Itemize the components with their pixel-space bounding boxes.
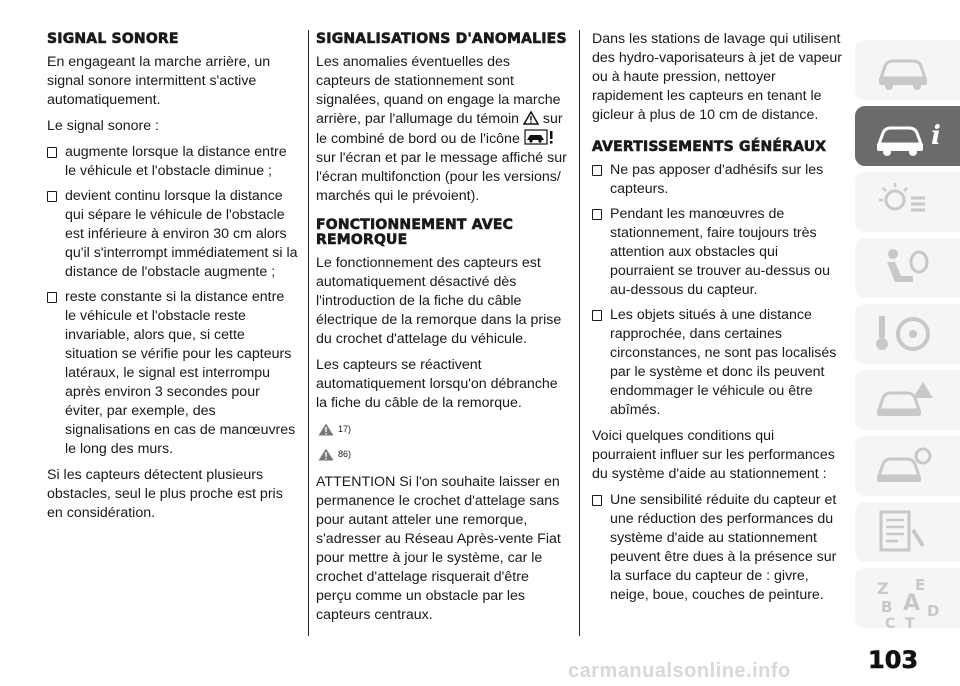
column-2 [316,30,568,632]
warning-ref: 86) [318,445,568,464]
tab-car-service[interactable] [855,436,960,496]
paragraph: Les anomalies éventuelles des capteurs de stationnement sont signalées, quand on engage la marche arrière, par l'allumage du témoin sur le combiné de bord ou de l'icône sur l'écran et par le message affiché sur l'écran multifonction (pour les versions/ marchés qui le prévoient). [316,54,567,204]
car-service-icon [875,444,935,488]
checkbox-bullet-icon [47,191,57,202]
svg-text:i: i [931,121,941,151]
dashboard-lights-icon [875,180,935,224]
bullet-list [592,161,842,420]
car-warning-icon [875,378,935,422]
warning-triangle-icon [318,448,334,461]
list-item: Pendant les manœuvres de stationnement, faire toujours très attention aux obstacles qui pourraient se trouver au-dessus ou au-dessous du capteur. [592,205,842,300]
page-number: 103 [868,646,919,674]
watermark: carmanualsonline.info [568,660,791,682]
heading-avertissements: AVERTISSEMENTS GÉNÉRAUX [592,139,827,155]
tab-spec-list[interactable] [855,502,960,562]
heading-signal-sonore: SIGNAL SONORE [47,31,179,47]
list-item: reste constante si la distance entre le véhicule et l'obstacle reste invariable, alors que, si cette situation se vérifie pour les capteurs latéraux, le signal est interrompu après environ 3 secondes pour éviter, par exemple, des signalisations en cas de manœuvres le long des murs. [47,288,299,459]
column-1 [47,30,299,530]
car-info-icon [875,114,945,158]
list-item: augmente lorsque la distance entre le véhicule et l'obstacle diminue ; [47,143,299,181]
spec-list-icon [875,510,935,554]
tab-alphabet-index[interactable] [855,568,960,628]
column-divider [308,30,309,636]
svg-text:B: B [881,598,893,616]
paragraph: Le signal sonore : [47,118,159,134]
warning-triangle-icon [523,111,539,125]
svg-text:A: A [903,591,921,616]
tab-car-info[interactable] [855,106,960,166]
paragraph: Voici quelques conditions qui pourraient influer sur les performances du système d'aide au stationnement : [592,428,835,482]
checkbox-bullet-icon [47,147,57,158]
column-divider [579,30,580,636]
warning-ref: 17) [318,420,568,439]
paragraph: Si les capteurs détectent plusieurs obstacles, seul le plus proche est pris en considération. [47,467,283,521]
checkbox-bullet-icon [592,495,602,506]
checkbox-bullet-icon [592,209,602,220]
column-3 [592,30,842,612]
tab-car-warning[interactable] [855,370,960,430]
heading-fonctionnement-remorque: FONCTIONNEMENT AVEC REMORQUE [316,217,514,248]
warning-triangle-icon [318,423,334,436]
parking-sensor-fault-icon [524,129,556,145]
steering-key-icon [875,312,935,356]
tab-dashboard-lights[interactable] [855,172,960,232]
tab-car[interactable] [855,40,960,100]
svg-text:T: T [905,616,915,628]
list-item: devient continu lorsque la distance qui sépare le véhicule de l'obstacle est inférieure à environ 30 cm alors qu'il s'interrompt immédiatement si la distance de l'obstacle augmente ; [47,187,299,282]
tab-steering-key[interactable] [855,304,960,364]
paragraph: Les capteurs se réactivent automatiquement lorsqu'on débranche la fiche du câble de la remorque. [316,357,558,411]
checkbox-bullet-icon [47,292,57,303]
seat-airbag-icon [875,246,935,290]
tab-seat-airbag[interactable] [855,238,960,298]
paragraph: ATTENTION Si l'on souhaite laisser en permanence le crochet d'attelage sans pour autant atteler une remorque, s'adresser au Réseau Après-vente Fiat pour mettre à jour le système, car le crochet d'attelage risquerait d'être perçu comme un obstacle par les capteurs centraux. [316,474,561,623]
heading-signalisations: SIGNALISATIONS D'ANOMALIES [316,31,567,47]
svg-text:C: C [885,616,896,628]
checkbox-bullet-icon [592,165,602,176]
list-item: Les objets situés à une distance rapprochée, dans certaines circonstances, ne sont pas localisés par le système et donc ils peuvent endommager le véhicule ou être abîmés. [592,306,842,420]
checkbox-bullet-icon [592,310,602,321]
car-icon [875,48,931,92]
paragraph: Le fonctionnement des capteurs est automatiquement désactivé dès l'introduction de la fiche du câble électrique de la remorque dans la prise du crochet d'attelage du véhicule. [316,255,562,347]
svg-text:D: D [927,602,940,620]
chapter-tabs [855,40,960,636]
list-item: Une sensibilité réduite du capteur et une réduction des performances du système d'aide au stationnement peuvent être dues à la présence sur la surface du capteur de : givre, neige, boue, couches de peinture. [592,491,842,605]
bullet-list [47,143,299,459]
svg-text:E: E [915,576,926,594]
paragraph: Dans les stations de lavage qui utilisent des hydro-vaporisateurs à jet de vapeur ou à haute pression, nettoyer rapidement les capteurs en tenant le gicleur à plus de 10 cm de distance. [592,31,842,123]
bullet-list [592,491,842,605]
list-item: Ne pas apposer d'adhésifs sur les capteurs. [592,161,842,199]
alphabet-index-icon [875,576,945,628]
paragraph: En engageant la marche arrière, un signal sonore intermittent s'active automatiquement. [47,54,271,108]
svg-text:Z: Z [877,579,889,598]
